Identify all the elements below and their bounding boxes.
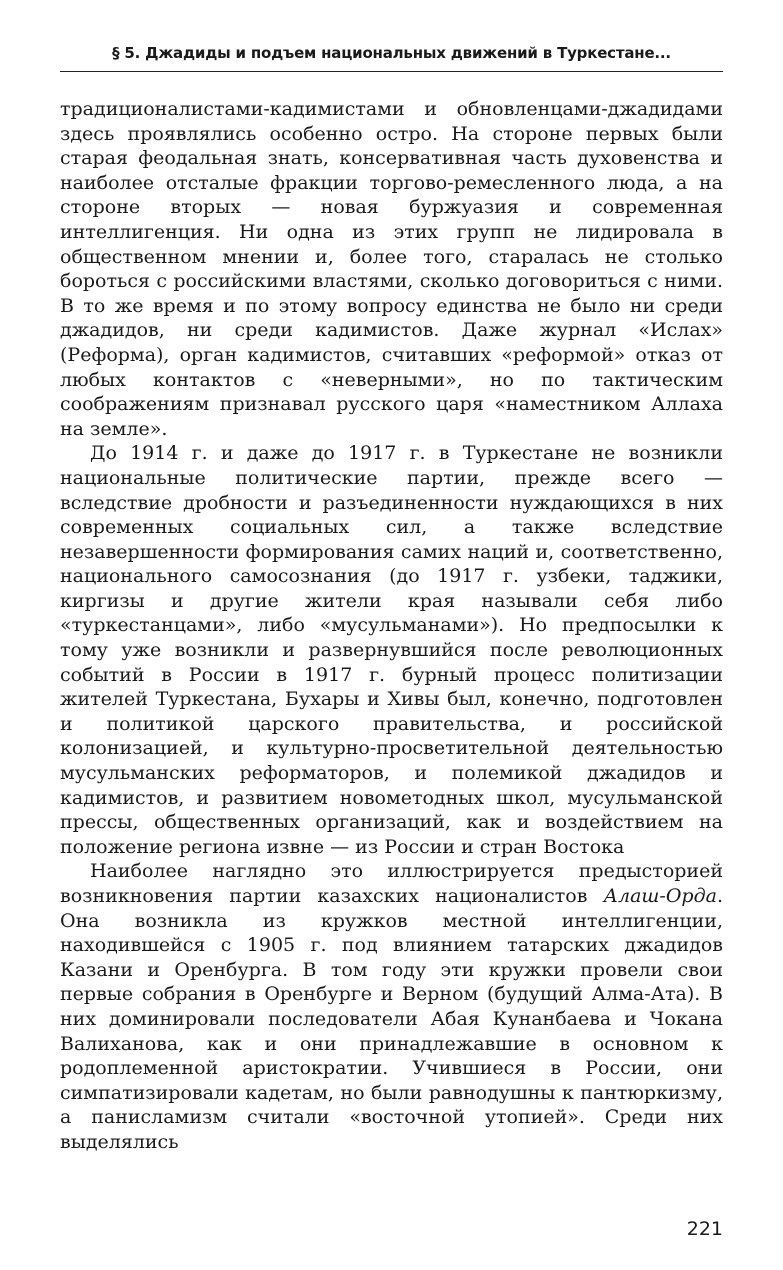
party-name-italic: Алаш-Орда — [603, 885, 717, 907]
paragraph-3 — [60, 859, 723, 1154]
paragraph-3-text-start: Наиболее наглядно это иллюстрируется предысторией возникновения партии казахских националистов — [60, 860, 723, 907]
running-header: § 5. Джадиды и подъем национальных движений в Туркестане... — [112, 44, 671, 62]
paragraph-3-text-end: . Она возникла из кружков местной интеллигенции, находившейся с 1905 г. под влиянием татарских джадидов Казани и Оренбурга. В том году эти кружки провели свои первые собрания в Оренбурге и Верном (будущий Алма-Ата). В них доминировали последователи Абая Кунанбаева и Чокана Валиханова, как и они принадлежавшие в основном к родоплеменной аристократии. Учившиеся в России, они симпатизировали кадетам, но были равнодушны к пантюркизму, а панисламизм считали «восточной утопией». Среди них выделялись — [60, 885, 723, 1153]
paragraph-2: До 1914 г. и даже до 1917 г. в Туркестане не возникли национальные политические партии, прежде всего — вследствие дробности и разъединенности нуждающихся в них современных социальных сил, а также вследствие незавершенности формирования самих наций и, соответственно, национального самосознания (до 1917 г. узбеки, таджики, киргизы и другие жители края называли себя либо «туркестанцами», либо «мусульманами»). Но предпосылки к тому уже возникли и развернувшийся после революционных событий в России в 1917 г. бурный процесс политизации жителей Туркестана, Бухары и Хивы был, конечно, подготовлен и политикой царского правительства, и российской колонизацией, и культурно-просветительной деятельностью мусульманских реформаторов, и полемикой джадидов и кадимистов, и развитием новометодных школ, мусульманской прессы, общественных организаций, как и воздействием на положение региона извне — из России и стран Востока — [60, 442, 723, 858]
page-number: 221 — [686, 1218, 723, 1240]
paragraph-1: традиционалистами-кадимистами и обновленцами-джадидами здесь проявлялись особенно остро. На стороне первых были старая феодальная знать, консервативная часть духовенства и наиболее отсталые фракции торгово-ремесленного люда, а на стороне вторых — новая буржуазия и современная интеллигенция. Ни одна из этих групп не лидировала в общественном мнении и, более того, старалась не столько бороться с российскими властями, сколько договориться с ними. В то же время и по этому вопросу единства не было ни среди джадидов, ни среди кадимистов. Даже журнал «Ислах» (Реформа), орган кадимистов, считавших «реформой» отказ от любых контактов с «неверными», но по тактическим соображениям признавал русского царя «наместником Аллаха на земле». — [60, 98, 723, 440]
header-rule — [60, 71, 723, 72]
page-body — [60, 97, 723, 1155]
